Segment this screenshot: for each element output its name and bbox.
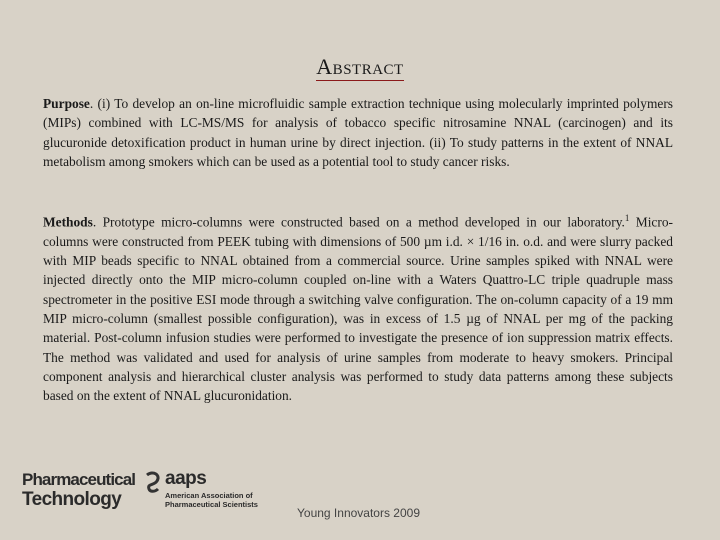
methods-paragraph	[43, 209, 673, 405]
pharm-tech-line2: Technology	[22, 489, 122, 510]
methods-label: Methods	[43, 214, 93, 230]
reference-superscript: 1	[624, 213, 630, 223]
purpose-label: Purpose	[43, 96, 90, 111]
aaps-emblem-icon	[143, 471, 163, 493]
methods-text-after-ref: Micro-columns were constructed from PEEK tubing with dimensions of 500 µm i.d. × 1/16 in. o.d. and were slurry packed with MIP beads specific to NNAL obtained from a commercial source. Urine samples spiked with NNAL were injected directly onto the MIP micro-column coupled on-line with a Waters Quattro-LC triple quadruple mass spectrometer in the positive ESI mode through a switching valve configuration. The on-column capacity of a 19 mm MIP micro-column (smallest possible configuration), was in excess of 1.5 µg of NNAL per mg of the packing material. Post-column infusion studies were performed to investigate the presence of ion suppression matrix effects. The method was validated and used for analysis of urine samples from moderate to heavy smokers. Principal component analysis and hierarchical cluster analysis was performed to study data patterns among these subjects based on the extent of NNAL glucuronidation.	[43, 214, 673, 404]
purpose-paragraph	[43, 94, 673, 171]
page-title	[0, 54, 720, 80]
aaps-brand: aaps	[165, 468, 207, 489]
methods-text-before-ref: . Prototype micro-columns were constructed based on a method developed in our laboratory.	[92, 214, 625, 230]
pharm-tech-line1: Pharmaceutical	[22, 470, 136, 489]
title-text: Abstract	[316, 54, 404, 79]
aaps-logo	[143, 470, 283, 514]
aaps-name: American Association of Pharmaceutical Scientists	[165, 491, 258, 509]
footer-text: Young Innovators 2009	[297, 506, 420, 520]
logos	[22, 470, 272, 514]
purpose-text: . (i) To develop an on-line microfluidic sample extraction technique using molecularly imprinted polymers (MIPs) combined with LC-MS/MS for analysis of tobacco specific nitrosamine NNAL (carcinogen) and its glucuronide detoxification product in human urine by direct injection. (ii) To study patterns in the extent of NNAL metabolism among smokers which can be used as a potential tool to study cancer risks.	[43, 96, 673, 169]
pharmaceutical-technology-logo	[22, 470, 134, 514]
